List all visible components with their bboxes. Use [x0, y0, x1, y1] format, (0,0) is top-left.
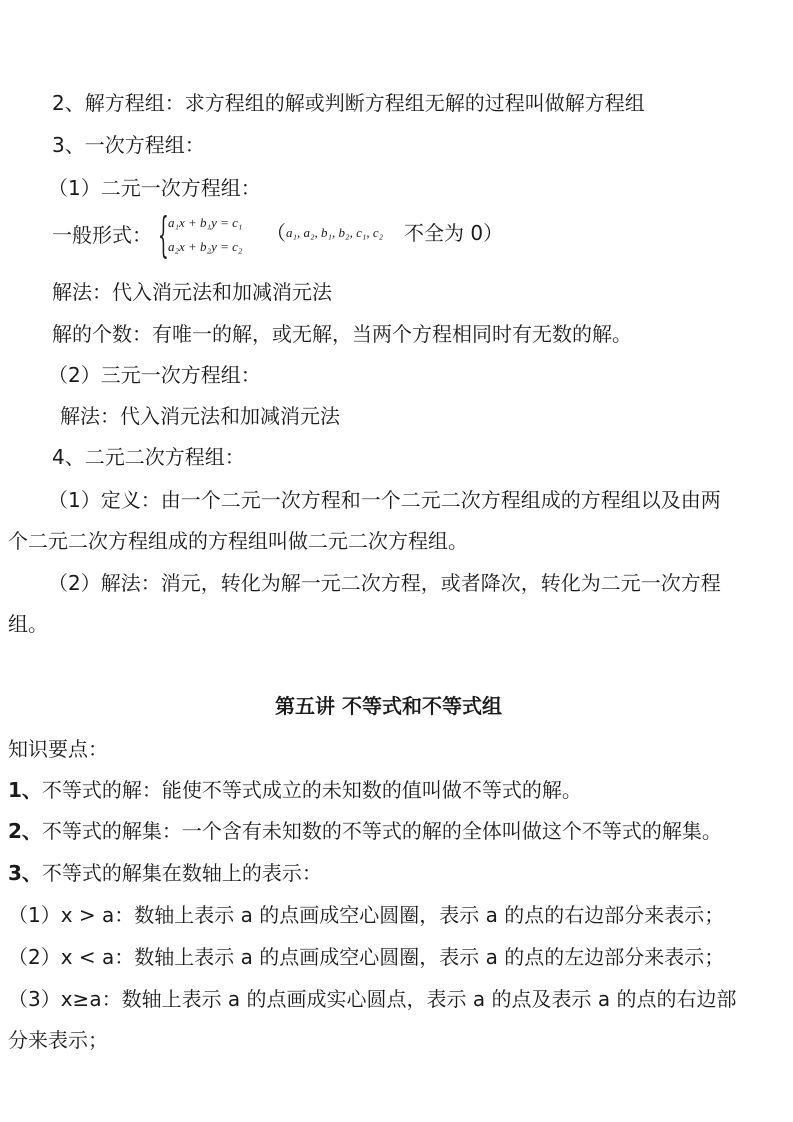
quadratic-method-cont: 组。: [8, 612, 48, 636]
case-less-than: （2）x < a：数轴上表示 a 的点画成空心圆圈，表示 a 的点的左边部分来表示；: [8, 945, 725, 969]
step-2-text: 2、解方程组：求方程组的解或判断方程组无解的过程叫做解方程组: [52, 91, 645, 115]
quadratic-definition-text: （1）定义：由一个二元一次方程和一个二元二次方程组成的方程组以及由两: [48, 488, 721, 512]
case-greater-equal-cont: 分来表示；: [8, 1028, 108, 1052]
brace-symbol: {: [158, 207, 169, 263]
point-1: [8, 777, 582, 803]
step-4-heading: 4、二元二次方程组：: [52, 445, 245, 469]
point-3-text: 不等式的解集在数轴上的表示：: [41, 861, 322, 885]
case-greater-than: （1）x > a：数轴上表示 a 的点画成空心圆圈，表示 a 的点的右边部分来表示；: [8, 903, 725, 927]
quadratic-method-text: （2）解法：消元，转化为解一元二次方程，或者降次，转化为二元一次方程: [48, 571, 721, 595]
equation-system: [158, 207, 268, 263]
linear-two-var-heading: （1）二元一次方程组：: [48, 176, 261, 200]
point-2: [8, 818, 722, 844]
point-1-text: 不等式的解：能使不等式成立的未知数的值叫做不等式的解。: [41, 778, 582, 802]
point-2-text: 不等式的解集：一个含有未知数的不等式的解的全体叫做这个不等式的解集。: [41, 819, 722, 843]
solution-count-text: 解的个数：有唯一的解，或无解，当两个方程相同时有无数的解。: [52, 322, 632, 346]
equation-1: a₁x + b₁y = c₁: [168, 215, 243, 230]
point-3: [8, 860, 322, 886]
coef-open-paren: （: [266, 221, 286, 245]
quadratic-definition-cont: 个二元二次方程组成的方程组叫做二元二次方程组。: [8, 529, 468, 553]
section-title: 第五讲 不等式和不等式组: [275, 694, 502, 718]
step-3-heading: 3、一次方程组：: [52, 133, 205, 157]
point-1-number: 1、: [8, 778, 42, 802]
three-var-method-text: 解法：代入消元法和加减消元法: [60, 404, 340, 428]
key-points-label: 知识要点：: [8, 737, 108, 761]
linear-three-var-heading: （2）三元一次方程组：: [48, 363, 261, 387]
not-all-zero-text: 不全为 0）: [404, 221, 504, 245]
solution-method-text: 解法：代入消元法和加减消元法: [52, 280, 332, 304]
point-3-number: 3、: [8, 861, 42, 885]
point-2-number: 2、: [8, 819, 42, 843]
coefficient-list: a₁, a₂, b₁, b₂, c₁, c₂: [286, 225, 384, 240]
case-greater-equal: （3）x≥a：数轴上表示 a 的点画成实心圆点，表示 a 的点及表示 a 的点的右边部: [8, 987, 737, 1011]
equation-2: a₂x + b₂y = c₂: [168, 239, 243, 254]
general-form-label: 一般形式：: [52, 223, 152, 247]
